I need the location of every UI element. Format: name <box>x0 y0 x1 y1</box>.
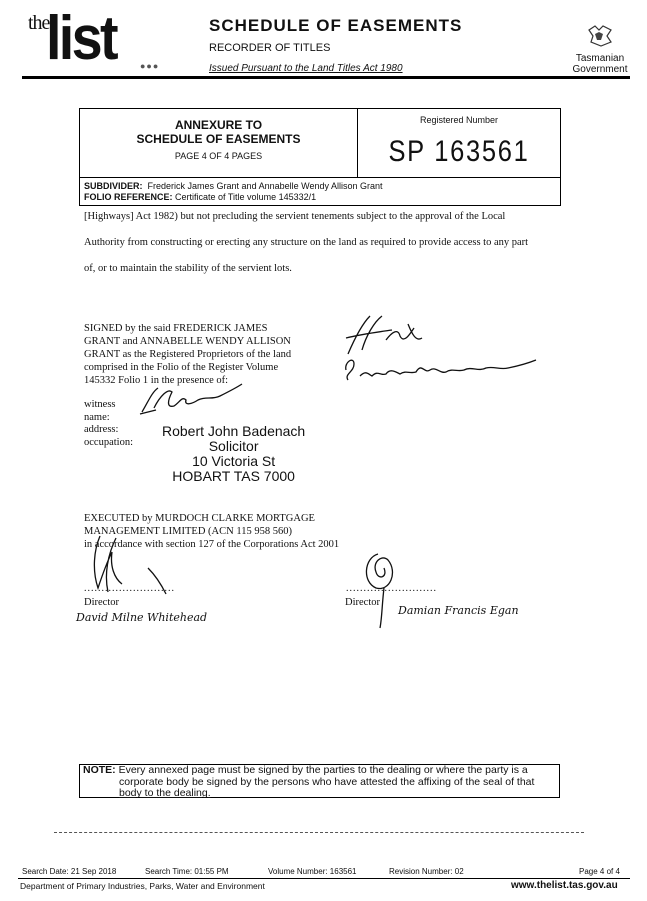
witness-labels <box>84 399 133 449</box>
signing-line-1: SIGNED by the said FREDERICK JAMES <box>84 323 268 334</box>
name-label: name: <box>84 411 110 423</box>
folio-label: FOLIO REFERENCE: <box>84 192 173 202</box>
logo-dots: ●●● <box>140 61 160 71</box>
page-subtitle: RECORDER OF TITLES <box>209 42 331 54</box>
body-line-1: [Highways] Act 1982) but not precluding the servient tenements subject to the approval of the Local <box>84 211 506 222</box>
footer-department: Department of Primary Industries, Parks, Water and Environment <box>20 881 265 891</box>
footer-volume: Volume Number: 163561 <box>268 867 357 876</box>
execution-line-1: EXECUTED by MURDOCH CLARKE MORTGAGE <box>84 513 315 524</box>
signing-line-2: GRANT and ANNABELLE WENDY ALLISON <box>84 336 291 347</box>
issued-statement: Issued Pursuant to the Land Titles Act 1980 <box>209 63 403 74</box>
note-label: NOTE: <box>83 764 116 776</box>
gov-logo <box>565 24 635 75</box>
director-left-name: David Milne Whitehead <box>76 611 208 624</box>
signing-line-3: GRANT as the Registered Proprietors of the land <box>84 349 292 360</box>
gov-line2: Government <box>572 64 628 75</box>
signing-line-4: comprised in the Folio of the Register Volume <box>84 362 279 373</box>
subdivider-info <box>84 181 383 203</box>
witness-signature <box>138 378 248 418</box>
registered-number-cell <box>358 109 560 178</box>
director-right-name: Damian Francis Egan <box>398 604 519 617</box>
stamp-line-4: HOBART TAS 7000 <box>172 468 295 484</box>
address-label: address: <box>84 424 119 435</box>
subdivider-value: Frederick James Grant and Annabelle Wendy Allison Grant <box>147 181 383 191</box>
stamp-line-2: Solicitor <box>208 438 259 454</box>
director-left-line: .......................... <box>84 583 175 594</box>
director-right-line: .......................... <box>346 583 437 594</box>
footer-revision: Revision Number: 02 <box>389 867 464 876</box>
subdivider-label: SUBDIVIDER: <box>84 181 143 191</box>
note-text-3: body to the dealing. <box>119 787 211 799</box>
footer-search-time: Search Time: 01:55 PM <box>145 867 229 876</box>
annexure-title <box>80 118 357 146</box>
annexure-box <box>79 108 561 206</box>
logo-list: list <box>46 4 116 73</box>
execution-line-3: in accordance with section 127 of the Corporations Act 2001 <box>84 539 340 550</box>
registered-number-label: Registered Number <box>419 115 499 125</box>
folio-value: Certificate of Title volume 145332/1 <box>175 192 317 202</box>
bottom-dashed-rule <box>54 832 584 833</box>
annexure-pages: PAGE 4 OF 4 PAGES <box>174 151 263 161</box>
note-box <box>79 764 560 798</box>
stamp-line-1: Robert John Badenach <box>162 423 306 439</box>
annexure-title-line1: ANNEXURE TO <box>174 118 263 132</box>
footer-url[interactable]: www.thelist.tas.gov.au <box>511 880 618 891</box>
solicitor-stamp <box>162 424 305 484</box>
annexure-title-cell <box>80 109 358 178</box>
occupation-label: occupation: <box>84 436 133 448</box>
execution-line-2: MANAGEMENT LIMITED (ACN 115 958 560) <box>84 526 292 537</box>
director-left-label: Director <box>84 597 119 608</box>
registered-number: SP 163561 <box>388 135 530 168</box>
annexure-title-line2: SCHEDULE OF EASEMENTS <box>136 132 301 146</box>
tasmanian-emblem-icon <box>587 24 613 48</box>
stamp-line-3: 10 Victoria St <box>192 453 276 469</box>
footer-search-date: Search Date: 21 Sep 2018 <box>22 867 117 876</box>
body-line-2: Authority from constructing or erecting any structure on the land as required to provide access to any part <box>84 237 529 248</box>
footer-rule <box>18 878 630 879</box>
header-rule <box>22 76 630 79</box>
signing-line-5: 145332 Folio 1 in the presence of: <box>84 375 229 386</box>
director-right-label: Director <box>345 597 380 608</box>
footer-page: Page 4 of 4 <box>579 867 620 876</box>
note-text-2: corporate body be signed by the persons who have attested the affixing of the seal of that <box>119 775 535 788</box>
grant-signature-2 <box>340 350 540 390</box>
page-title: SCHEDULE OF EASEMENTS <box>209 16 463 35</box>
gov-line1: Tasmanian <box>575 53 625 64</box>
note-text-1: Every annexed page must be signed by the parties to the dealing or where the party is a <box>118 764 528 776</box>
witness-label: witness <box>84 399 116 410</box>
body-line-3: of, or to maintain the stability of the servient lots. <box>84 263 292 274</box>
logo-the: the <box>28 12 50 34</box>
